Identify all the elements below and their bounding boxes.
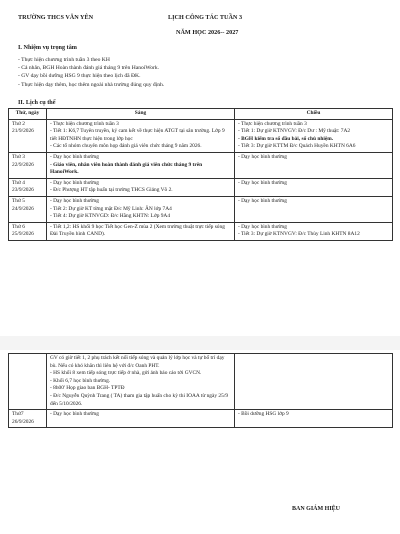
schedule-entry: - Thực hiện chương trình tuần 3 [238, 120, 307, 127]
section-heading-tasks: I. Nhiệm vụ trọng tâm [18, 44, 77, 51]
schedule-entry: - Đ/c Nguyễn Quỳnh Trang ( TA) tham gia tập huấn cho kỳ thi IOAA từ ngày 25/9 đến 5/10/2026. [50, 392, 229, 407]
morning-cell [47, 354, 235, 410]
header-morning: Sáng [47, 109, 235, 120]
schedule-entry: - Dạy học bình thường [238, 153, 287, 160]
day-label: Thứ 6 [12, 223, 25, 230]
schedule-entry: - Tiết 4: Dự giờ KTNVGD: Đ/c Hằng KHTN: Lớp 9A4 [50, 213, 171, 220]
schedule-entry: - Dạy học bình thường [50, 153, 99, 160]
afternoon-cell [235, 410, 393, 428]
schedule-entry: - Tiết 1,2: HS khối 9 học Tiết học Gen-Z mùa 2 (Xem trường thuật trực tiếp sóng Đài Truyền hình CAND). [50, 223, 225, 238]
schedule-entry: - Các tổ nhóm chuyên môn họp đánh giá viên chức tháng 9 năm 2026. [50, 143, 202, 150]
table-row [9, 410, 393, 428]
afternoon-cell [235, 222, 393, 240]
school-name: TRƯỜNG THCS VĂN YÊN [18, 14, 94, 21]
afternoon-cell [235, 178, 393, 196]
morning-cell [47, 178, 235, 196]
list-item: - Thực hiện chương trình tuần 3 theo KH [18, 57, 110, 63]
table-row [9, 196, 393, 222]
date-label: 24/9/2026 [12, 205, 34, 212]
morning-cell [47, 119, 235, 152]
schedule-entry: - Giáo viên, nhân viên hoàn thành đánh giá viên chức tháng 9 trên HanoiWork. [50, 161, 203, 176]
schedule-entry: - BGH kiểm tra sổ đầu bài, sổ chủ nhiệm. [238, 135, 334, 142]
task-list [18, 56, 164, 89]
day-label: Thứ 4 [12, 179, 25, 186]
table-row [9, 222, 393, 240]
afternoon-cell [235, 119, 393, 152]
date-label: 23/9/2026 [12, 187, 34, 194]
signature-label: BAN GIÁM HIỆU [292, 506, 341, 512]
day-cell [9, 222, 47, 240]
schedule-entry: - Tiết 3: Dự giờ KTNVGV: Đ/c Thùy Linh KHTN 8A12 [238, 231, 360, 238]
date-label: 26/9/2026 [12, 418, 34, 425]
day-cell [9, 152, 47, 178]
date-label: 25/9/2026 [12, 231, 34, 238]
schedule-entry: - Tiết 3: Dự giờ KTTM Đ/c Quách Huyền KHTN 6A6 [238, 143, 356, 150]
list-item: - Cả nhân, BGH Hoàn thành đánh giá tháng 9 trên HanoiWork. [18, 65, 160, 72]
day-cell [9, 354, 47, 410]
morning-cell [47, 410, 235, 428]
day-label: Thứ 3 [12, 153, 25, 160]
schedule-entry: - Dạy học bình thường [238, 197, 287, 204]
day-label: Thứ 5 [12, 197, 25, 204]
day-label: Thứ 2 [12, 120, 25, 127]
morning-cell [47, 152, 235, 178]
table-header-row [9, 109, 393, 120]
day-cell [9, 178, 47, 196]
morning-cell [47, 196, 235, 222]
schedule-entry: - Khối 6,7 học bình thường. [50, 377, 111, 384]
schedule-entry: - Thực hiện chương trình tuần 3 [50, 120, 119, 127]
header-day: Thứ, ngày [9, 109, 47, 120]
schedule-table-continued [8, 353, 393, 428]
schedule-entry: - Dạy học bình thường [50, 197, 99, 204]
schedule-title: LỊCH CÔNG TÁC TUẦN 3 [168, 14, 243, 21]
list-item: - Thực hiện dạy thêm, học thêm ngoài nhà trường đúng quy định. [18, 81, 165, 88]
morning-cell [47, 222, 235, 240]
schedule-entry: - Dạy học bình thường [238, 223, 287, 230]
schedule-entry: - Tiết 2: Dự giờ KT từng mặt Đ/c Mỹ Linh: ÂN lớp 7A4 [50, 205, 172, 212]
table-row [9, 119, 393, 152]
schedule-entry: - Tiết 1: Dự giờ KTNVGV: Đ/c Dư : Mỹ thuật: 7A2 [238, 128, 351, 135]
day-cell [9, 119, 47, 152]
day-label: Thứ7 [12, 411, 24, 418]
schedule-table [8, 108, 393, 241]
date-label: 21/9/2026 [12, 128, 34, 135]
page-break [0, 336, 400, 350]
school-year: NĂM HỌC 2026-- 2027 [176, 29, 239, 36]
schedule-entry: - Dạy học bình thường [50, 179, 99, 186]
day-cell [9, 196, 47, 222]
afternoon-cell [235, 354, 393, 410]
header-afternoon: Chiều [235, 109, 393, 120]
schedule-entry: - Dạy học bình thường [50, 411, 99, 418]
table-row [9, 354, 393, 410]
table-row [9, 178, 393, 196]
schedule-entry: - 8h00' Họp giao ban BGH- TPTĐ [50, 385, 125, 392]
afternoon-cell [235, 152, 393, 178]
schedule-entry: - Dạy học bình thường [238, 179, 287, 186]
schedule-entry: - Bồi dưỡng HSG lớp 9 [238, 411, 289, 418]
afternoon-cell [235, 196, 393, 222]
schedule-entry: - Đ/c Phượng HT tập huấn tại trường THCS Giảng Võ 2. [50, 187, 173, 194]
day-cell [9, 410, 47, 428]
schedule-entry: - HS khối 8 xem tiếp sóng trực tiếp ở nhà, gửi ảnh báo cáo tới GVCN. [50, 370, 202, 377]
date-label: 22/9/2026 [12, 161, 34, 168]
list-item: - GV dạy bồi dưỡng HSG 9 thực hiện theo lịch đã ĐK. [18, 73, 141, 80]
schedule-entry: GV có giờ tiết 1, 2 phụ trách kết nối tiếp sóng và quản lý lớp học và tự bố trí dạy bù. Nếu có khó khăn thì liên hệ với đ/c Oanh PHT. [50, 355, 225, 369]
table-row [9, 152, 393, 178]
section-heading-schedule: II. Lịch cụ thể [18, 99, 56, 106]
schedule-entry: - Tiết 1: K6,7 Tuyên truyền, ký cam kết về thực hiện ATGT tại sân trường. Lớp 9 tiết HĐTNHN thực hiện trong lớp học [50, 128, 225, 142]
